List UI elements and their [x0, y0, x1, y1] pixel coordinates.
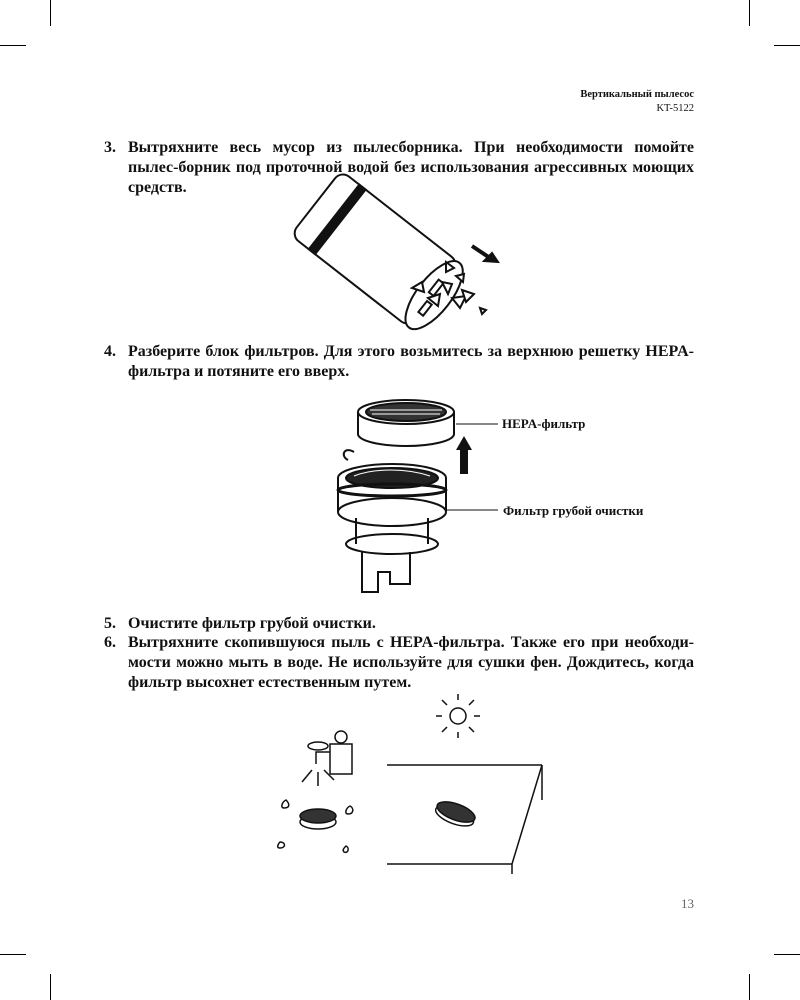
- step-number: 5.: [104, 615, 116, 632]
- header-model: KT-5122: [656, 103, 694, 114]
- step-number: 3.: [104, 139, 116, 156]
- washing-drying-illustration: [278, 694, 542, 874]
- header-product: Вертикальный пылесос: [580, 89, 694, 100]
- step-text: Вытряхните весь мусор из пылесборника. При необходимости помойте пылес-борник под проточной водой без использования агрессивных моющих средств.: [128, 139, 694, 196]
- step-text: Вытряхните скопившуюся пыль с HEPA-фильтра. Также его при необходи-мости можно мыть в воде. Не используйте для сушки фен. Дождитесь, когда фильтр высохнет естественным путем.: [128, 634, 694, 691]
- filter-assembly-illustration: [338, 400, 498, 592]
- coarse-filter-label: Фильтр грубой очистки: [503, 503, 644, 518]
- dust-container-illustration: [290, 170, 498, 339]
- step-number: 6.: [104, 634, 116, 651]
- step-number: 4.: [104, 343, 116, 360]
- page-number: 13: [681, 896, 694, 911]
- hepa-filter-label: HEPA-фильтр: [502, 416, 586, 431]
- step-text: Очистите фильтр грубой очистки.: [128, 615, 376, 632]
- step-text: Разберите блок фильтров. Для этого возьмитесь за верхнюю решетку HEPA-фильтра и потяните его вверх.: [128, 343, 694, 380]
